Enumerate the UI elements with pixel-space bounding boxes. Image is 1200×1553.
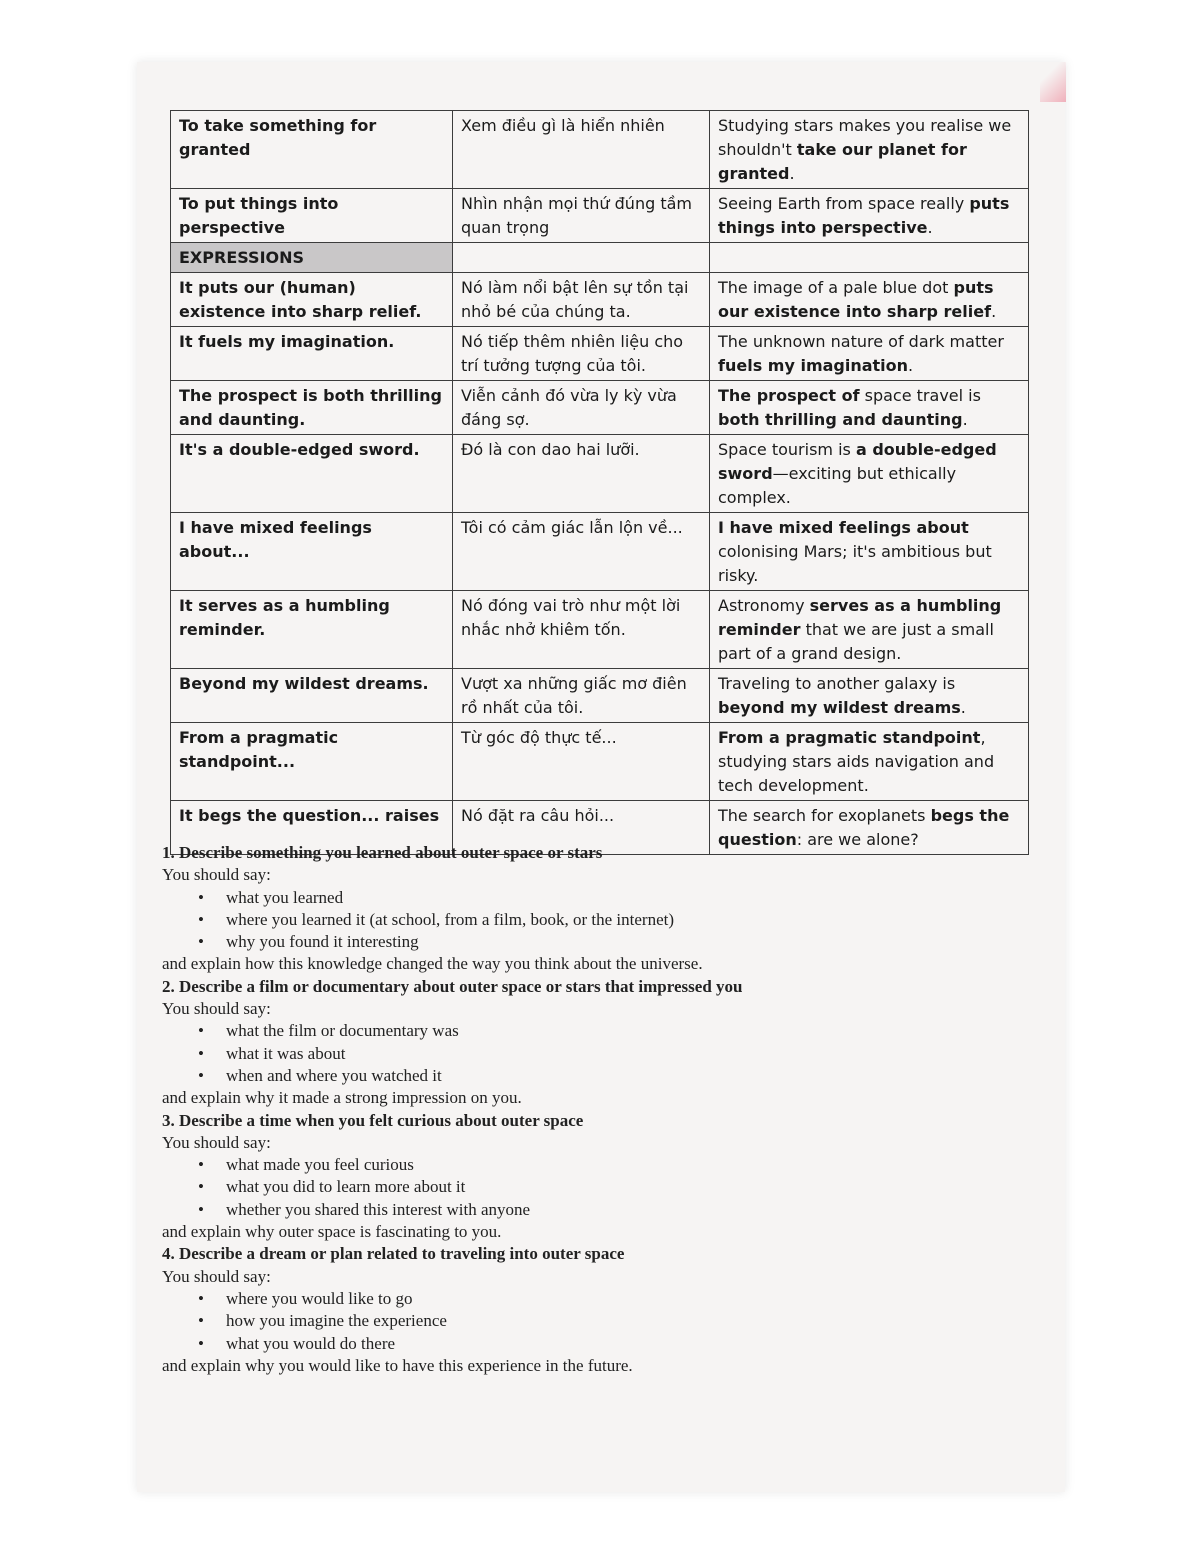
- table-row: [171, 381, 1029, 435]
- cue-item: • what you learned: [226, 887, 1042, 909]
- meaning-cell: Nó làm nổi bật lên sự tồn tại nhỏ bé của chúng ta.: [453, 273, 710, 327]
- meaning-cell: Nó tiếp thêm nhiên liệu cho trí tưởng tượng của tôi.: [453, 327, 710, 381]
- phrase-cell: To put things into perspective: [171, 189, 453, 243]
- table-row: [171, 327, 1029, 381]
- phrase-cell: From a pragmatic standpoint...: [171, 723, 453, 801]
- table-row: [171, 723, 1029, 801]
- cue-list: [162, 1154, 1042, 1221]
- meaning-cell: Đó là con dao hai lưỡi.: [453, 435, 710, 513]
- phrase-cell: It puts our (human) existence into sharp relief.: [171, 273, 453, 327]
- phrase-cell: It begs the question... raises: [171, 801, 453, 855]
- empty-cell: [710, 243, 1029, 273]
- key-phrase: puts our existence into sharp relief: [718, 278, 994, 321]
- you-should-say: You should say:: [162, 1132, 271, 1152]
- example-cell: [710, 273, 1029, 327]
- example-text: The search for exoplanets: [718, 806, 931, 825]
- example-cell: [710, 327, 1029, 381]
- example-text: The unknown nature of dark matter: [718, 332, 1004, 351]
- question-block: [162, 1110, 1042, 1244]
- cue-list: [162, 1288, 1042, 1355]
- example-text: .: [991, 302, 997, 321]
- example-text: .: [908, 356, 914, 375]
- key-phrase: both thrilling and daunting: [718, 410, 963, 429]
- table-row: [171, 669, 1029, 723]
- example-cell: [710, 669, 1029, 723]
- meaning-cell: Tôi có cảm giác lẫn lộn về...: [453, 513, 710, 591]
- example-text: .: [927, 218, 933, 237]
- explain-line: and explain why you would like to have this experience in the future.: [162, 1355, 633, 1375]
- page-corner-mark: [1040, 62, 1066, 102]
- example-text: Studying stars makes you realise we shouldn't: [718, 116, 1012, 159]
- phrase-cell: It serves as a humbling reminder.: [171, 591, 453, 669]
- key-phrase: I have mixed feelings about: [718, 518, 969, 537]
- question-block: [162, 976, 1042, 1110]
- example-text: .: [960, 698, 966, 717]
- example-text: .: [962, 410, 968, 429]
- example-cell: [710, 189, 1029, 243]
- question-title: 2. Describe a film or documentary about outer space or stars that impressed you: [162, 976, 743, 996]
- you-should-say: You should say:: [162, 999, 271, 1019]
- example-text: .: [789, 164, 795, 183]
- key-phrase: The prospect of: [718, 386, 860, 405]
- example-cell: [710, 435, 1029, 513]
- phrase-cell: It fuels my imagination.: [171, 327, 453, 381]
- cue-item: • what made you feel curious: [226, 1154, 1042, 1176]
- question-title: 1. Describe something you learned about outer space or stars: [162, 843, 603, 862]
- question-block: [162, 1243, 1042, 1377]
- meaning-cell: Nhìn nhận mọi thứ đúng tầm quan trọng: [453, 189, 710, 243]
- key-phrase: fuels my imagination: [718, 356, 909, 375]
- phrase-cell: I have mixed feelings about...: [171, 513, 453, 591]
- example-text: Space tourism is: [718, 440, 856, 459]
- example-cell: [710, 381, 1029, 435]
- example-cell: [710, 111, 1029, 189]
- speaking-questions: [162, 842, 1042, 1377]
- key-phrase: beyond my wildest dreams: [718, 698, 961, 717]
- example-text: —exciting but ethically complex.: [718, 464, 957, 507]
- example-text: , studying stars aids navigation and tech development.: [718, 728, 995, 795]
- key-phrase: From a pragmatic standpoint: [718, 728, 981, 747]
- example-text: that we are just a small part of a grand design.: [718, 620, 994, 663]
- table-row: [171, 591, 1029, 669]
- meaning-cell: Nó đặt ra câu hỏi...: [453, 801, 710, 855]
- key-phrase: begs the question: [718, 806, 1010, 849]
- example-text: colonising Mars; it's ambitious but risky.: [718, 542, 992, 585]
- vocabulary-table: [170, 110, 1029, 855]
- example-cell: [710, 591, 1029, 669]
- cue-item: • why you found it interesting: [226, 931, 1042, 953]
- phrase-cell: The prospect is both thrilling and daunting.: [171, 381, 453, 435]
- question-title: 4. Describe a dream or plan related to traveling into outer space: [162, 1244, 625, 1264]
- cue-item: • when and where you watched it: [226, 1065, 1042, 1087]
- cue-item: • where you learned it (at school, from a film, book, or the internet): [226, 909, 1042, 931]
- example-text: : are we alone?: [796, 830, 919, 849]
- cue-item: • what you did to learn more about it: [226, 1176, 1042, 1198]
- example-cell: [710, 513, 1029, 591]
- table-row: [171, 513, 1029, 591]
- explain-line: and explain why it made a strong impression on you.: [162, 1088, 522, 1108]
- table-row: [171, 111, 1029, 189]
- section-row: [171, 243, 1029, 273]
- meaning-cell: Vượt xa những giấc mơ điên rồ nhất của tôi.: [453, 669, 710, 723]
- question-block: [162, 842, 1042, 976]
- question-title: 3. Describe a time when you felt curious about outer space: [162, 1110, 584, 1130]
- phrase-cell: It's a double-edged sword.: [171, 435, 453, 513]
- cue-list: [162, 1020, 1042, 1087]
- explain-line: and explain how this knowledge changed the way you think about the universe.: [162, 954, 703, 974]
- table-row: [171, 435, 1029, 513]
- you-should-say: You should say:: [162, 1266, 271, 1286]
- cue-item: • whether you shared this interest with anyone: [226, 1199, 1042, 1221]
- empty-cell: [453, 243, 710, 273]
- explain-line: and explain why outer space is fascinating to you.: [162, 1222, 502, 1242]
- cue-item: • what you would do there: [226, 1333, 1042, 1355]
- example-text: The image of a pale blue dot: [718, 278, 954, 297]
- key-phrase: take our planet for granted: [718, 140, 967, 183]
- example-text: Seeing Earth from space really: [718, 194, 970, 213]
- section-label: EXPRESSIONS: [171, 243, 453, 273]
- example-text: Traveling to another galaxy is: [718, 674, 956, 693]
- cue-list: [162, 887, 1042, 954]
- cue-item: • what the film or documentary was: [226, 1020, 1042, 1042]
- meaning-cell: Từ góc độ thực tế...: [453, 723, 710, 801]
- meaning-cell: Xem điều gì là hiển nhiên: [453, 111, 710, 189]
- phrase-cell: To take something for granted: [171, 111, 453, 189]
- meaning-cell: Nó đóng vai trò như một lời nhắc nhở khiêm tốn.: [453, 591, 710, 669]
- key-phrase: serves as a humbling reminder: [718, 596, 1002, 639]
- you-should-say: You should say:: [162, 865, 271, 885]
- example-text: Astronomy: [718, 596, 810, 615]
- table-row: [171, 189, 1029, 243]
- key-phrase: a double-edged sword: [718, 440, 997, 483]
- cue-item: • how you imagine the experience: [226, 1310, 1042, 1332]
- meaning-cell: Viễn cảnh đó vừa ly kỳ vừa đáng sợ.: [453, 381, 710, 435]
- phrase-cell: Beyond my wildest dreams.: [171, 669, 453, 723]
- example-text: space travel is: [859, 386, 981, 405]
- example-cell: [710, 723, 1029, 801]
- table-row: [171, 273, 1029, 327]
- cue-item: • what it was about: [226, 1043, 1042, 1065]
- cue-item: • where you would like to go: [226, 1288, 1042, 1310]
- key-phrase: puts things into perspective: [718, 194, 1010, 237]
